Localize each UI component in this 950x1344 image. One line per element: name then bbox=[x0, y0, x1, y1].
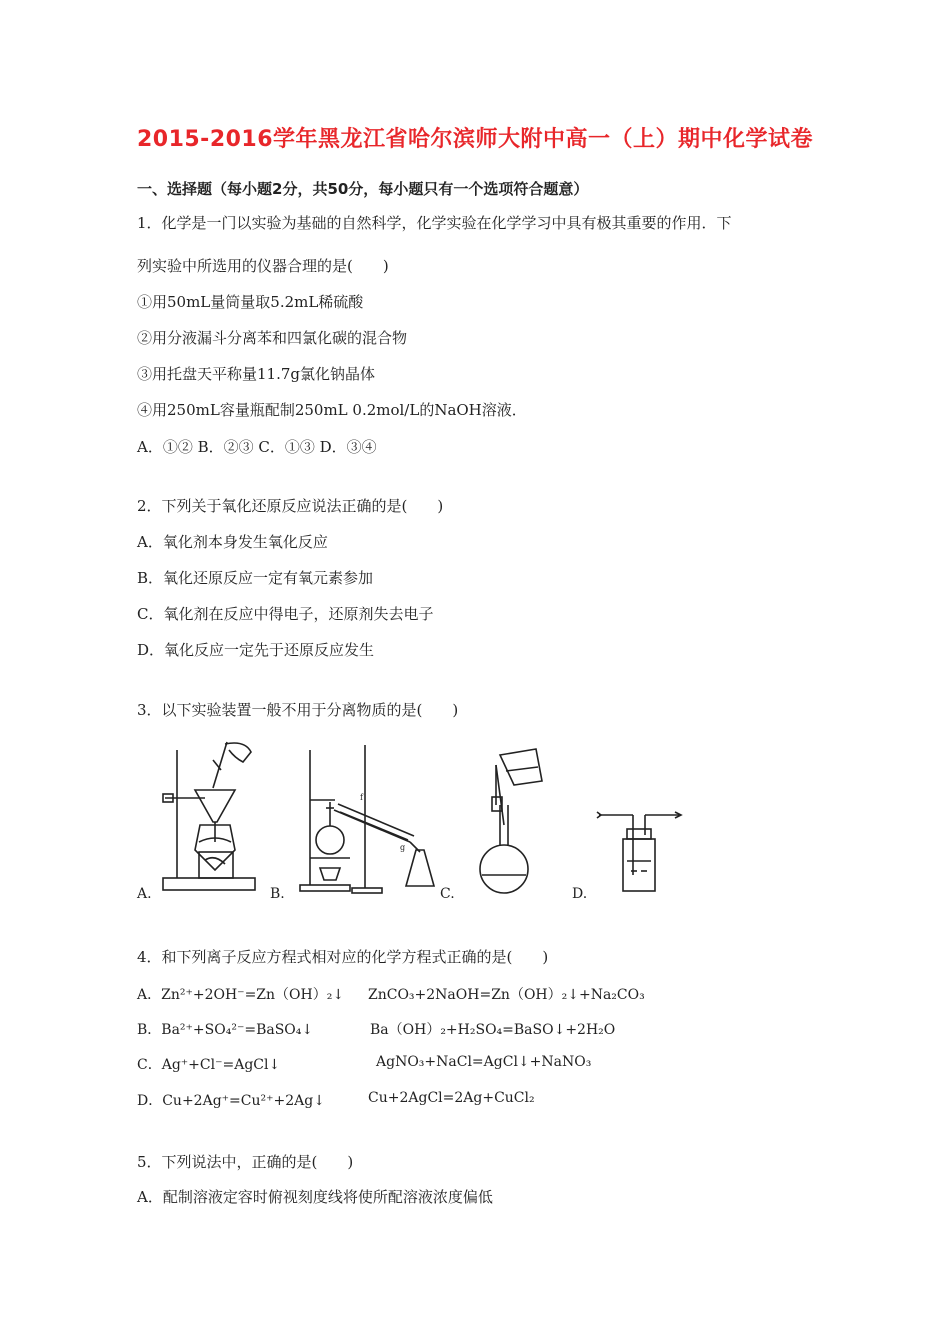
svg-text:g: g bbox=[400, 843, 406, 852]
svg-text:f: f bbox=[360, 793, 363, 802]
q1-item-2: ②用分液漏斗分离苯和四氯化碳的混合物 bbox=[137, 329, 408, 347]
q3-label-a: A. bbox=[137, 886, 152, 902]
q2-option-c: C．氧化剂在反应中得电子，还原剂失去电子 bbox=[137, 605, 434, 623]
q5-option-a: A．配制溶液定容时俯视刻度线将使所配溶液浓度偏低 bbox=[137, 1188, 493, 1206]
q1-item-4: ④用250mL容量瓶配制250mL 0.2mol/L的NaOH溶液． bbox=[137, 401, 527, 419]
volumetric-flask-figure bbox=[470, 745, 550, 895]
q1-item-3: ③用托盘天平称量11.7g氯化钠晶体 bbox=[137, 365, 376, 383]
q2-option-d: D．氧化反应一定先于还原反应发生 bbox=[137, 641, 375, 659]
q3-label-d: D. bbox=[572, 886, 588, 902]
q3-label-b: B. bbox=[270, 886, 285, 902]
q3-stem: 3．以下实验装置一般不用于分离物质的是( ) bbox=[137, 701, 459, 719]
distillation-apparatus-figure bbox=[290, 740, 440, 895]
q4-stem: 4．和下列离子反应方程式相对应的化学方程式正确的是( ) bbox=[137, 948, 549, 966]
q4-option-d-equation: Cu+2AgCl=2Ag+CuCl₂ bbox=[368, 1090, 535, 1106]
q1-item-1: ①用50mL量筒量取5.2mL稀硫酸 bbox=[137, 293, 364, 311]
q3-label-c: C. bbox=[440, 886, 455, 902]
gas-washing-bottle-figure bbox=[595, 805, 685, 895]
q4-option-c-ionic: C．Ag⁺+Cl⁻=AgCl↓ bbox=[137, 1057, 281, 1073]
q2-option-a: A．氧化剂本身发生氧化反应 bbox=[137, 533, 328, 551]
section-heading: 一、选择题（每小题2分，共50分，每小题只有一个选项符合题意） bbox=[137, 180, 589, 198]
q2-option-b: B．氧化还原反应一定有氧元素参加 bbox=[137, 569, 374, 587]
q4-option-a-equation: ZnCO₃+2NaOH=Zn（OH）₂↓+Na₂CO₃ bbox=[368, 987, 645, 1003]
page-title: 2015-2016学年黑龙江省哈尔滨师大附中高一（上）期中化学试卷 bbox=[136, 127, 814, 152]
filtration-apparatus-figure bbox=[155, 730, 265, 895]
q4-option-a-ionic: A．Zn²⁺+2OH⁻=Zn（OH）₂↓ bbox=[137, 987, 345, 1003]
q1-stem-line1: 1．化学是一门以实验为基础的自然科学，化学实验在化学学习中具有极其重要的作用．下 bbox=[137, 214, 732, 232]
q2-stem: 2．下列关于氧化还原反应说法正确的是( ) bbox=[137, 497, 444, 515]
q4-option-b-equation: Ba（OH）₂+H₂SO₄=BaSO↓+2H₂O bbox=[370, 1022, 616, 1038]
q1-options: A．①② B．②③ C．①③ D．③④ bbox=[137, 438, 377, 456]
q4-option-c-equation: AgNO₃+NaCl=AgCl↓+NaNO₃ bbox=[376, 1054, 592, 1070]
q5-stem: 5．下列说法中，正确的是( ) bbox=[137, 1153, 354, 1171]
q1-stem-line2: 列实验中所选用的仪器合理的是( ) bbox=[137, 257, 389, 275]
q4-option-d-ionic: D．Cu+2Ag⁺=Cu²⁺+2Ag↓ bbox=[137, 1093, 325, 1109]
q4-option-b-ionic: B．Ba²⁺+SO₄²⁻=BaSO₄↓ bbox=[137, 1022, 314, 1038]
